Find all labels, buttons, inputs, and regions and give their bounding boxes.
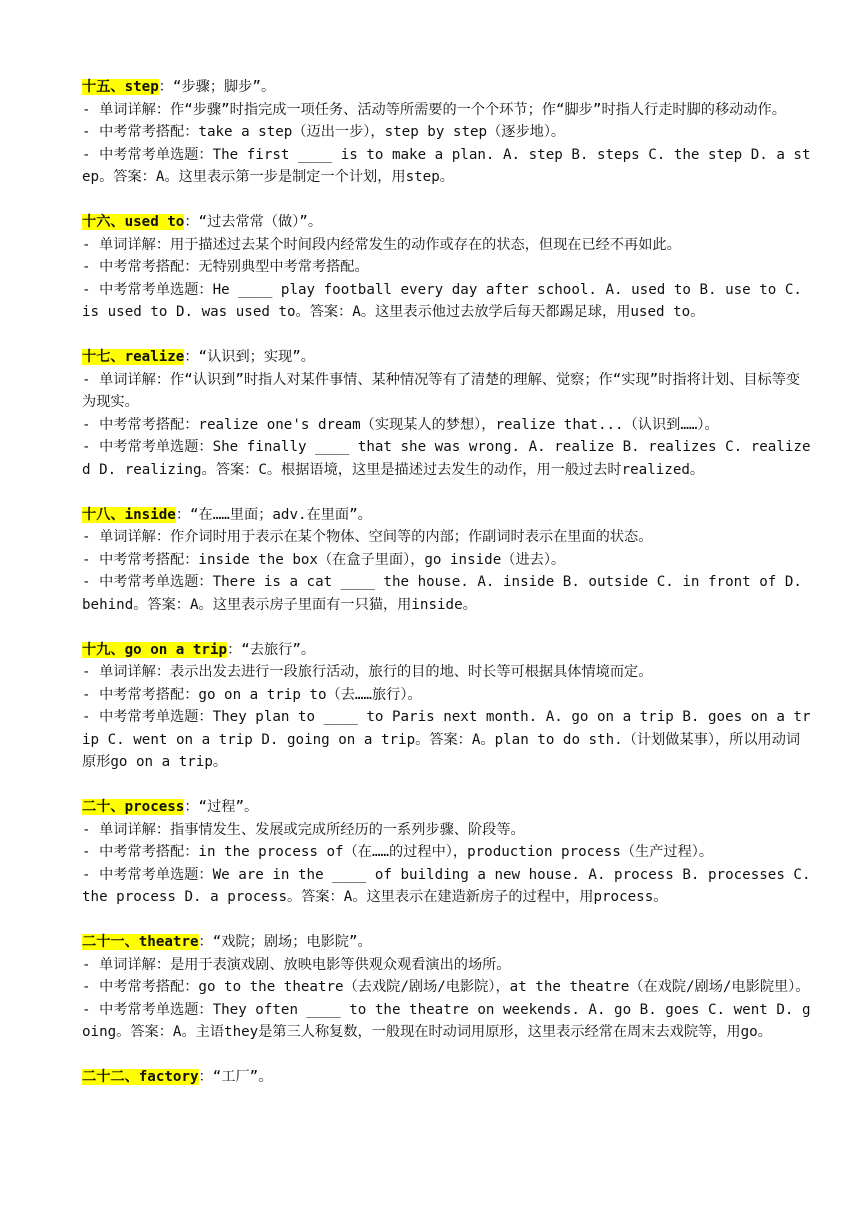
entry-explanation: - 单词详解：作“认识到”时指人对某件事情、某种情况等有了清楚的理解、觉察；作“实现”时指将计划、目标等变为现实。	[82, 371, 801, 410]
entry-heading	[82, 931, 812, 954]
entry-term: 十七、realize	[82, 349, 185, 365]
vocab-entry-realize	[82, 346, 812, 481]
entry-term: 二十、process	[82, 799, 185, 815]
entry-exam-question: - 中考常考单选题：They plan to ____ to Paris next month. A. go on a trip B. goes on a trip C. went on a trip D. going on a trip。答案：A。plan to do sth.（计划做某事），所以用动词原形go on a trip。	[82, 709, 811, 770]
entry-meaning: ：“戏院；剧场；电影院”。	[198, 934, 372, 950]
vocab-entry-inside	[82, 504, 812, 617]
entry-meaning: ：“在……里面；adv.在里面”。	[175, 506, 372, 523]
entry-heading	[82, 504, 812, 527]
entry-explanation: - 单词详解：作介词时用于表示在某个物体、空间等的内部；作副词时表示在里面的状态。	[82, 529, 653, 545]
vocab-entry-used-to	[82, 211, 812, 324]
entry-explanation: - 单词详解：指事情发生、发展或完成所经历的一系列步骤、阶段等。	[82, 821, 525, 838]
document-page	[82, 76, 812, 1111]
entry-explanation: - 单词详解：是用于表演戏剧、放映电影等供观众观看演出的场所。	[82, 956, 511, 973]
entry-meaning: ：“去旅行”。	[227, 641, 316, 658]
entry-collocations: - 中考常考搭配：go to the theatre（去戏院/剧场/电影院），at the theatre（在戏院/剧场/电影院里）。	[82, 979, 810, 995]
entry-meaning: ：“过去常常（做）”。	[184, 214, 323, 230]
entry-collocations: - 中考常考搭配：in the process of（在……的过程中），production process（生产过程）。	[82, 844, 714, 860]
entry-exam-question: - 中考常考单选题：He ____ play football every day after school. A. used to B. use to C. is used to D. was used to。答案：A。这里表示他过去放学后每天都踢足球，用used to。	[82, 281, 802, 320]
vocab-entry-factory	[82, 1066, 812, 1089]
vocab-entry-process	[82, 796, 812, 909]
entry-collocations: - 中考常考搭配：go on a trip to（去……旅行）。	[82, 686, 422, 703]
entry-collocations: - 中考常考搭配：take a step（迈出一步），step by step（逐步地）。	[82, 124, 566, 140]
entry-heading	[82, 796, 812, 819]
vocab-entry-go-on-a-trip	[82, 639, 812, 774]
entry-collocations: - 中考常考搭配：无特别典型中考常考搭配。	[82, 259, 369, 275]
entry-collocations: - 中考常考搭配：realize one's dream（实现某人的梦想），realize that...（认识到……）。	[82, 416, 719, 433]
entry-explanation: - 单词详解：作“步骤”时指完成一项任务、活动等所需要的一个个环节；作“脚步”时指人行走时脚的移动动作。	[82, 101, 786, 118]
entry-heading	[82, 76, 812, 99]
entry-heading	[82, 639, 812, 662]
vocab-entry-step	[82, 76, 812, 189]
entry-collocations: - 中考常考搭配：inside the box（在盒子里面），go inside（进去）。	[82, 551, 566, 568]
entry-term: 十九、go on a trip	[82, 641, 228, 658]
entry-term: 十八、inside	[82, 506, 176, 523]
entry-exam-question: - 中考常考单选题：She finally ____ that she was wrong. A. realize B. realizes C. realized D. realizing。答案：C。根据语境，这里是描述过去发生的动作，用一般过去时realized。	[82, 439, 811, 478]
entry-exam-question: - 中考常考单选题：The first ____ is to make a plan. A. step B. steps C. the step D. a step。答案：A。这里表示第一步是制定一个计划，用step。	[82, 146, 811, 185]
entry-exam-question: - 中考常考单选题：We are in the ____ of building a new house. A. process B. processes C. the process D. a process。答案：A。这里表示在建造新房子的过程中，用process。	[82, 866, 811, 905]
vocab-entry-theatre	[82, 931, 812, 1044]
entry-explanation: - 单词详解：用于描述过去某个时间段内经常发生的动作或存在的状态，但现在已经不再如此。	[82, 236, 681, 253]
entry-heading	[82, 346, 812, 369]
entry-heading	[82, 211, 812, 234]
entry-exam-question: - 中考常考单选题：There is a cat ____ the house. A. inside B. outside C. in front of D. behind。答案：A。这里表示房子里面有一只猫，用inside。	[82, 574, 802, 613]
entry-term: 十六、used to	[82, 214, 185, 230]
entry-exam-question: - 中考常考单选题：They often ____ to the theatre on weekends. A. go B. goes C. went D. going。答案：A。主语they是第三人称复数，一般现在时动词用原形，这里表示经常在周末去戏院等，用go。	[82, 1001, 811, 1040]
entry-term: 二十一、theatre	[82, 934, 199, 950]
entry-heading	[82, 1066, 812, 1089]
entry-term: 十五、step	[82, 79, 159, 95]
entry-meaning: ：“工厂”。	[198, 1069, 273, 1085]
entry-meaning: ：“认识到；实现”。	[184, 349, 315, 365]
entry-explanation: - 单词详解：表示出发去进行一段旅行活动，旅行的目的地、时长等可根据具体情境而定。	[82, 664, 653, 680]
entry-term: 二十二、factory	[82, 1069, 199, 1085]
entry-meaning: ：“步骤；脚步”。	[158, 79, 276, 95]
entry-meaning: ：“过程”。	[184, 799, 259, 815]
